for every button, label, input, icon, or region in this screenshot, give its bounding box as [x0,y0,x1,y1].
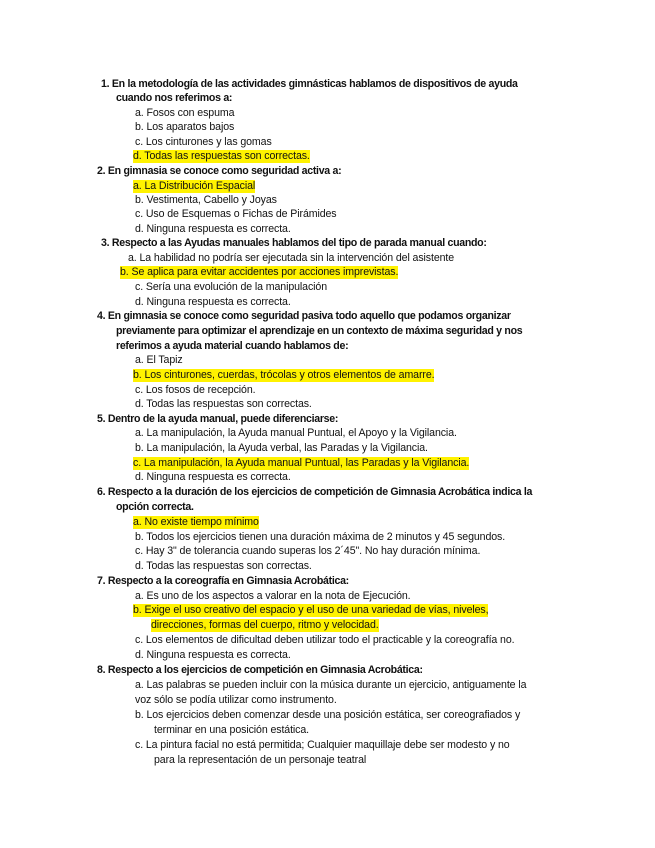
question-1-option-a: a. Fosos con espuma [135,107,235,119]
question-1-line-2: cuando nos referimos a: [116,92,233,104]
question-6-line-1: 6. Respecto a la duración de los ejercicios de competición de Gimnasia Acrobática indica la [97,486,533,498]
question-7-option-b-correct-line-1: b. Exige el uso creativo del espacio y el uso de una variedad de vías, niveles, [133,604,489,616]
question-6-line-2: opción correcta. [116,501,194,513]
question-2-option-b: b. Vestimenta, Cabello y Joyas [135,194,277,206]
question-7-option-a: a. Es uno de los aspectos a valorar en la nota de Ejecución. [135,590,411,602]
question-4-option-d: d. Todas las respuestas son correctas. [135,398,312,410]
question-2-option-d: d. Ninguna respuesta es correcta. [135,223,291,235]
question-4-line-2: previamente para optimizar el aprendizaje en un contexto de máxima seguridad y nos [116,325,523,337]
question-3-option-c: c. Sería una evolución de la manipulación [135,281,328,293]
question-6-option-c: c. Hay 3" de tolerancia cuando superas los 2´45". No hay duración mínima. [135,545,481,557]
question-1-option-c: c. Los cinturones y las gomas [135,136,272,148]
question-3-line-1: 3. Respecto a las Ayudas manuales hablamos del tipo de parada manual cuando: [101,237,487,249]
question-8-option-c-line-1: c. La pintura facial no está permitida; Cualquier maquillaje debe ser modesto y no [135,739,510,751]
question-6-option-d: d. Todas las respuestas son correctas. [135,560,312,572]
question-7-option-b-correct-line-2: direcciones, formas del cuerpo, ritmo y velocidad. [151,619,379,631]
question-8-option-b-line-1: b. Los ejercicios deben comenzar desde una posición estática, ser coreografiados y [135,709,521,721]
question-5-option-a: a. La manipulación, la Ayuda manual Puntual, el Apoyo y la Vigilancia. [135,427,457,439]
question-1-option-d-correct: d. Todas las respuestas son correctas. [133,150,310,162]
question-8-option-b-line-2: terminar en una posición estática. [154,724,310,736]
question-6-option-a-correct: a. No existe tiempo mínimo [133,516,259,528]
question-4-line-1: 4. En gimnasia se conoce como seguridad pasiva todo aquello que podamos organizar [97,310,511,322]
question-3-option-a: a. La habilidad no podría ser ejecutada sin la intervención del asistente [128,252,455,264]
question-2-line-1: 2. En gimnasia se conoce como seguridad activa a: [97,165,342,177]
question-4-line-3: referimos a ayuda material cuando hablamos de: [116,340,349,352]
question-2-option-a-correct: a. La Distribución Espacial [133,180,256,192]
question-6-option-b: b. Todos los ejercicios tienen una duración máxima de 2 minutos y 45 segundos. [135,531,506,543]
question-5-option-c-correct: c. La manipulación, la Ayuda manual Puntual, las Paradas y la Vigilancia. [133,457,470,469]
question-1-line-1: 1. En la metodología de las actividades gimnásticas hablamos de dispositivos de ayuda [101,78,518,90]
question-8-option-c-line-2: para la representación de un personaje teatral [154,754,367,766]
question-8-option-a-line-2: voz sólo se podía utilizar como instrumento. [135,694,337,706]
question-1-option-b: b. Los aparatos bajos [135,121,235,133]
question-7-option-d: d. Ninguna respuesta es correcta. [135,649,291,661]
question-5-line-1: 5. Dentro de la ayuda manual, puede diferenciarse: [97,413,339,425]
question-4-option-a: a. El Tapiz [135,354,183,366]
question-3-option-b-correct: b. Se aplica para evitar accidentes por acciones imprevistas. [120,266,399,278]
question-7-option-c: c. Los elementos de dificultad deben utilizar todo el practicable y la coreografía no. [135,634,515,646]
question-5-option-b: b. La manipulación, la Ayuda verbal, las Paradas y la Vigilancia. [135,442,428,454]
question-8-option-a-line-1: a. Las palabras se pueden incluir con la música durante un ejercicio, antiguamente la [135,679,527,691]
question-4-option-c: c. Los fosos de recepción. [135,384,256,396]
question-8-line-1: 8. Respecto a los ejercicios de competición en Gimnasia Acrobática: [97,664,423,676]
question-3-option-d: d. Ninguna respuesta es correcta. [135,296,291,308]
question-7-line-1: 7. Respecto a la coreografía en Gimnasia Acrobática: [97,575,349,587]
question-5-option-d: d. Ninguna respuesta es correcta. [135,471,291,483]
question-2-option-c: c. Uso de Esquemas o Fichas de Pirámides [135,208,337,220]
question-4-option-b-correct: b. Los cinturones, cuerdas, trócolas y otros elementos de amarre. [133,369,435,381]
